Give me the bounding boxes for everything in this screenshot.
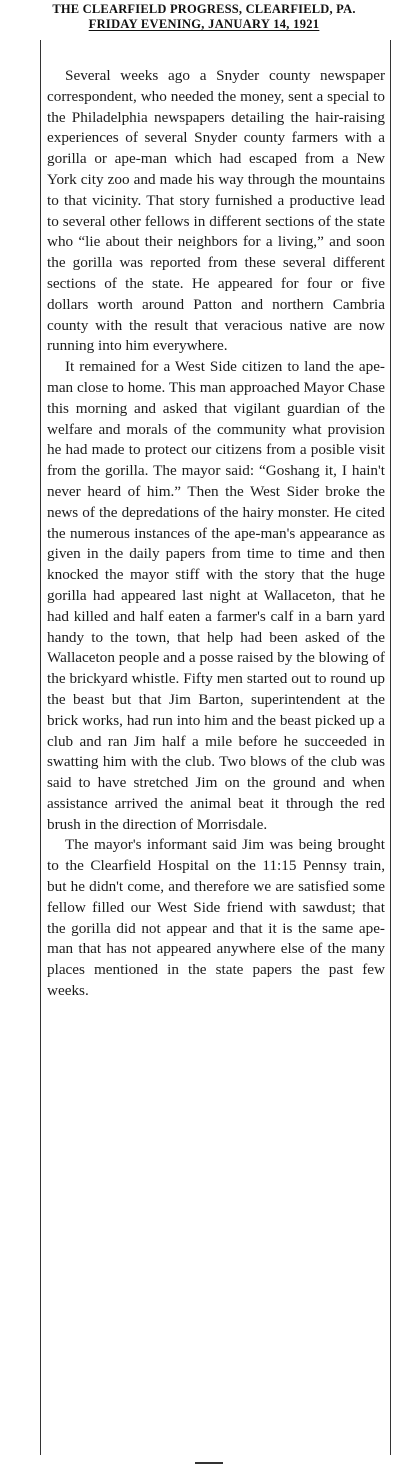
article-end-rule: [195, 1462, 223, 1464]
article-paragraph: Several weeks ago a Snyder county newspaper correspondent, who needed the money, sent a special to the Philadelphia newspapers detailing the hair-raising experiences of several Snyder county farmers with a gorilla or ape-man which had escaped from a New York city zoo and made his way through the mountains to that vicinity. That story furnished a productive lead to several other fellows in different sections of the state who “lie about their neighbors for a living,” and soon the gorilla was reported from these several different sections of the state. He appeared for four or five dollars worth around Patton and northern Cambria county with the result that veracious native are now running into him everywhere.: [47, 67, 385, 355]
column-rule-right: [390, 40, 391, 1455]
dateline: FRIDAY EVENING, JANUARY 14, 1921: [88, 17, 320, 31]
article-paragraph: It remained for a West Side citizen to land the ape-man close to home. This man approached Mayor Chase this morning and asked that vigilant guardian of the welfare and morals of the community what provision he had made to protect our citizens from a posible visit from the gorilla. The mayor said: “Goshang it, I hain't never heard of him.” Then the West Sider broke the news of the depredations of the hairy monster. He cited the numerous instances of the ape-man's appearance as given in the daily papers from time to time and then knocked the mayor stiff with the story that the huge gorilla had appeared last night at Wallaceton, that he had killed and half eaten a farmer's calf in a barn yard handy to the town, that help had been asked of the Wallaceton people and a posse raised by the blowing of the brickyard whistle. Fifty men started out to round up the beast but that Jim Barton, superintendent at the brick works, had run into him and the beast picked up a club and ran Jim half a mile before he succeeded in swatting him with the club. Two blows of the club was said to have stretched Jim on the ground and when assistance arrived the animal beat it through the red brush in the direction of Morrisdale.: [47, 358, 385, 833]
article-paragraph: The mayor's informant said Jim was being brought to the Clearfield Hospital on the 11:15 Pennsy train, but he didn't come, and therefore we are satisfied some fellow filled our West Side friend with sawdust; that the gorilla did not appear and that it is the same ape-man that has not appeared anywhere else of the many places mentioned in the state papers the past few weeks.: [47, 836, 385, 1000]
page-header: [0, 2, 408, 32]
column-rule-left: [40, 40, 41, 1455]
masthead: THE CLEARFIELD PROGRESS, CLEARFIELD, PA.: [52, 2, 356, 16]
article-body: [47, 66, 385, 1002]
